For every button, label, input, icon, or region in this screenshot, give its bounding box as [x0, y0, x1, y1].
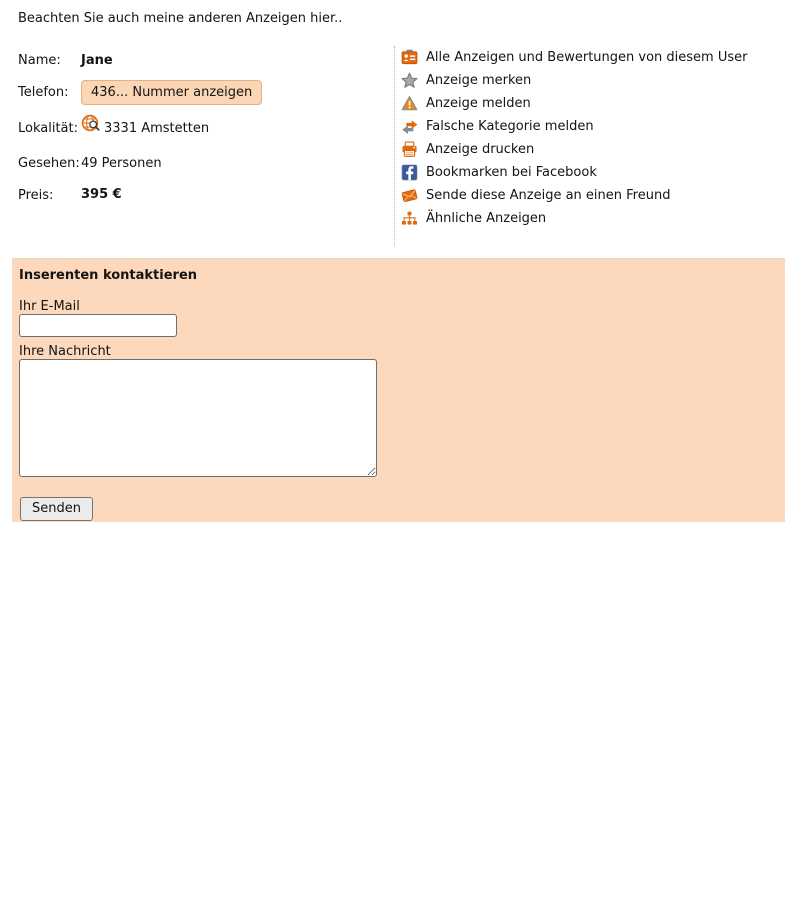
contact-seller-panel: [12, 258, 785, 522]
price-label: Preis:: [18, 188, 54, 203]
contact-panel-title: Inserenten kontaktieren: [19, 268, 198, 283]
user-card-icon: [400, 49, 418, 67]
action-similar-ads[interactable]: [400, 207, 780, 230]
action-label: Anzeige drucken: [426, 142, 535, 157]
name-value: Jane: [81, 53, 113, 68]
location-label: Lokalität:: [18, 121, 78, 136]
name-label: Name:: [18, 53, 61, 68]
globe-search-icon: [81, 113, 102, 133]
email-field[interactable]: [19, 314, 177, 337]
facebook-icon: [400, 164, 418, 182]
envelope-icon: [400, 187, 418, 205]
email-label: Ihr E-Mail: [19, 299, 80, 314]
action-all-ads-of-user[interactable]: [400, 46, 780, 69]
action-label: Alle Anzeigen und Bewertungen von diesem User: [426, 50, 748, 65]
message-field[interactable]: [19, 359, 377, 477]
action-facebook-bookmark[interactable]: [400, 161, 780, 184]
action-report-ad[interactable]: [400, 92, 780, 115]
action-print-ad[interactable]: [400, 138, 780, 161]
seen-value: 49 Personen: [81, 156, 162, 171]
send-button[interactable]: Senden: [20, 497, 93, 521]
action-label: Anzeige melden: [426, 96, 531, 111]
action-label: Sende diese Anzeige an einen Freund: [426, 188, 671, 203]
star-icon: [400, 72, 418, 90]
location-value[interactable]: 3331 Amstetten: [104, 121, 210, 136]
other-ads-note[interactable]: Beachten Sie auch meine anderen Anzeigen hier..: [18, 11, 343, 26]
price-value: 395 €: [81, 187, 122, 202]
action-label: Anzeige merken: [426, 73, 532, 88]
action-save-ad[interactable]: [400, 69, 780, 92]
action-label: Bookmarken bei Facebook: [426, 165, 597, 180]
message-label: Ihre Nachricht: [19, 344, 111, 359]
sitemap-icon: [400, 210, 418, 228]
action-wrong-category[interactable]: [400, 115, 780, 138]
action-label: Ähnliche Anzeigen: [426, 211, 547, 226]
action-links: [400, 46, 780, 230]
column-divider: [394, 46, 395, 246]
action-label: Falsche Kategorie melden: [426, 119, 594, 134]
printer-icon: [400, 141, 418, 159]
warning-icon: [400, 95, 418, 113]
phone-label: Telefon:: [18, 85, 69, 100]
seen-label: Gesehen:: [18, 156, 80, 171]
category-arrows-icon: [400, 118, 418, 136]
action-send-to-friend[interactable]: [400, 184, 780, 207]
show-phone-number-button[interactable]: 436... Nummer anzeigen: [81, 80, 262, 105]
